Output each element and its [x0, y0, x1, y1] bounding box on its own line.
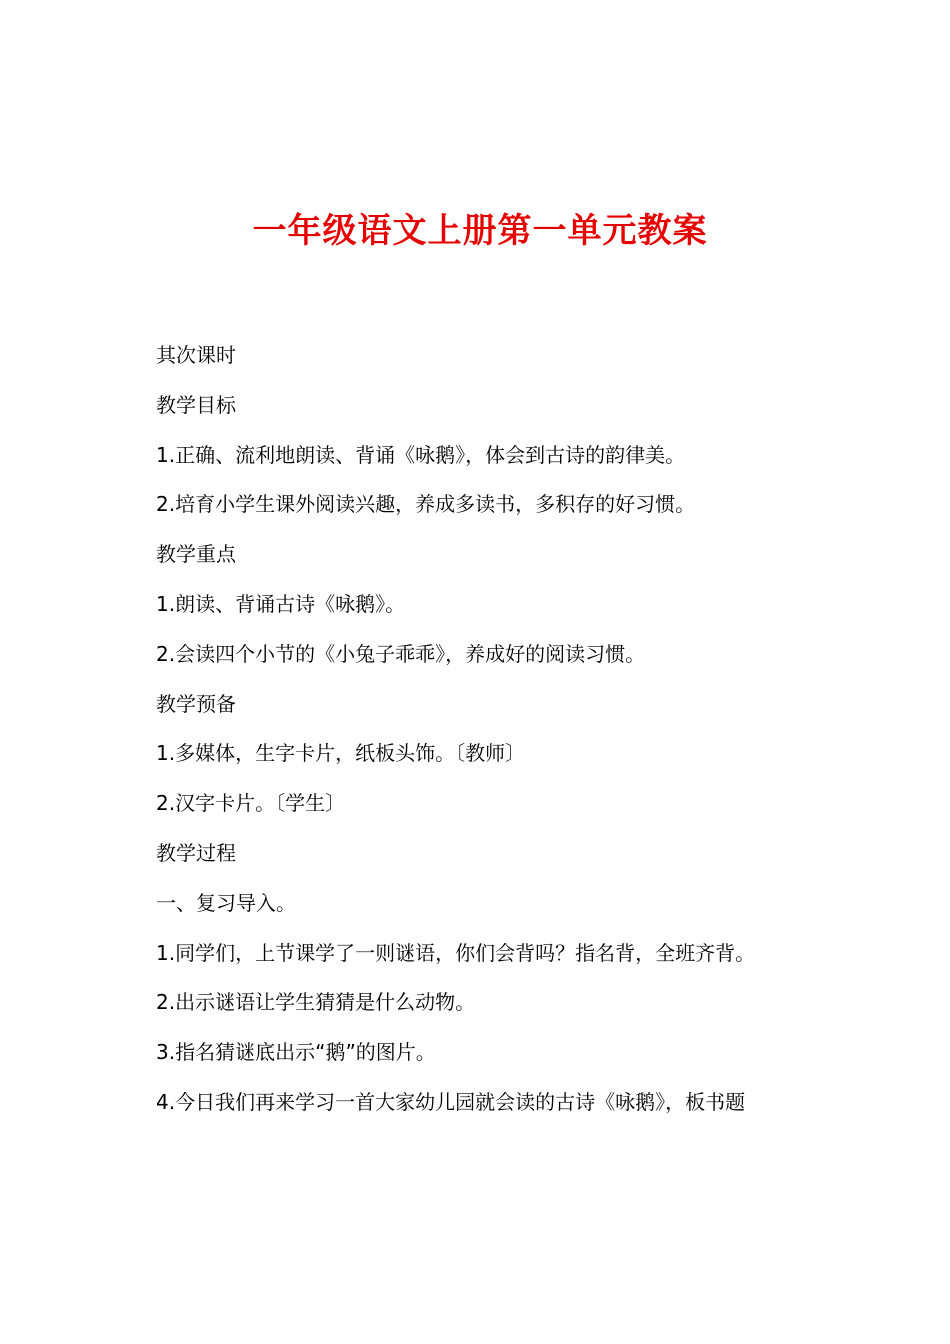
paragraph: 4.今日我们再来学习一首大家幼儿园就会读的古诗《咏鹅》，板书题 — [156, 1089, 746, 1114]
paragraph: 2.汉字卡片。〔学生〕 — [156, 791, 346, 816]
subsection-heading: 一、复习导入。 — [156, 890, 296, 915]
section-heading-preparation: 教学预备 — [156, 691, 236, 716]
section-heading-process: 教学过程 — [156, 840, 236, 865]
paragraph: 1.多媒体，生字卡片，纸板头饰。〔教师〕 — [156, 741, 526, 766]
paragraph: 1.正确、流利地朗读、背诵《咏鹅》，体会到古诗的韵律美。 — [156, 442, 686, 467]
paragraph: 1.同学们，上节课学了一则谜语，你们会背吗？指名背，全班齐背。 — [156, 940, 756, 965]
paragraph: 2.出示谜语让学生猜猜是什么动物。 — [156, 990, 476, 1015]
document-body — [156, 331, 856, 1128]
document-title: 一年级语文上册第一单元教案 — [252, 211, 708, 251]
paragraph: 2.培育小学生课外阅读兴趣，养成多读书，多积存的好习惯。 — [156, 492, 696, 517]
section-heading-objectives: 教学目标 — [156, 392, 236, 417]
section-heading-key-points: 教学重点 — [156, 542, 236, 567]
paragraph: 3.指名猜谜底出示“鹅”的图片。 — [156, 1040, 436, 1065]
section-heading-lesson: 其次课时 — [156, 343, 236, 367]
paragraph: 2.会读四个小节的《小兔子乖乖》，养成好的阅读习惯。 — [156, 641, 646, 666]
paragraph: 1.朗读、背诵古诗《咏鹅》。 — [156, 591, 406, 616]
